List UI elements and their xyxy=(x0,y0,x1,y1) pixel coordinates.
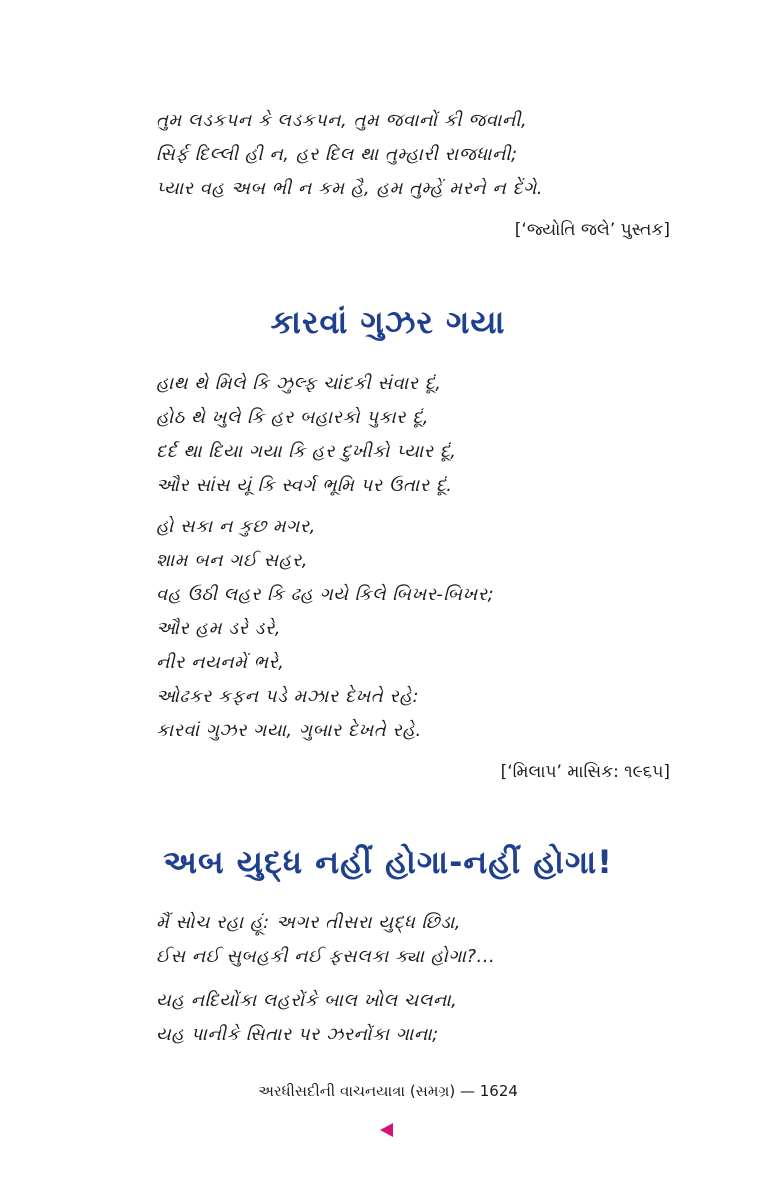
poem2-title: કારવાં ગુઝર ગયા xyxy=(270,303,506,341)
poem-line: કારવાં ગુઝર ગયા, ગુબાર દેખતે રહે. xyxy=(156,720,422,741)
poem-line: હોઠ થે ખુલે કિ હર બહારકો પુકાર દૂં, xyxy=(156,407,429,428)
poem-line: યહ પાનીકે સિતાર પર ઝરનોંકા ગાના; xyxy=(156,1024,439,1045)
poem1-stanza xyxy=(156,104,696,206)
poem3-title: અબ યુદ્ધ નહીં હોગા-નહીં હોગા! xyxy=(163,843,613,881)
poem-line: દર્દ થા દિયા ગયા કિ હર દુખીકો પ્યાર દૂં, xyxy=(156,441,457,462)
poem2-stanza-1 xyxy=(156,367,696,503)
poem1-source: [‘જ્યોતિ જલે’ પુસ્તક] xyxy=(514,220,670,240)
poem-line: ઔર સાંસ યૂં કિ સ્વર્ગ ભૂમિ પર ઉતાર દૂં. xyxy=(156,475,453,496)
poem-line: પ્યાર વહ અબ ભી ન કમ હૈ, હમ તુમ્હેં મરને ન દેંગે. xyxy=(156,178,543,199)
poem-line: નીર નયનમેં ભરે, xyxy=(156,652,285,673)
poem3-stanza-1 xyxy=(156,906,696,974)
poem-line: હાથ થે મિલે કિ ઝુલ્ફ ચાંદકી સંવાર દૂં, xyxy=(156,373,442,394)
page-footer: અરધીસદીની વાચનયાત્રા (સમગ્ર) — 1624 xyxy=(258,1082,518,1100)
poem-line: વહ ઉઠી લહર કિ ઢહ ગયે કિલે બિખર-બિખર; xyxy=(156,584,495,605)
poem-line: યહ નદિયોંકા લહરોંકે બાલ ખોલ ચલના, xyxy=(156,990,458,1011)
poem3-stanza-2 xyxy=(156,984,696,1052)
poem-line: તુમ લડકપન કે લડકપન, તુમ જવાનોં કી જવાની, xyxy=(156,110,528,131)
poem-line: ઈસ નઈ સુબહકી નઈ ફસલકા ક્યા હોગા?... xyxy=(156,946,496,967)
poem-line: ઔર હમ ડરે ડરે, xyxy=(156,618,281,639)
poem-line: શામ બન ગઈ સહર, xyxy=(156,550,308,571)
poem-line: ઓઢકર કફન પડે મઝાર દેખતે રહે: xyxy=(156,686,420,707)
poem-line: હો સકા ન કુછ મગર, xyxy=(156,516,316,537)
poem2-stanza-2 xyxy=(156,510,696,748)
poem-line: મૈં સોચ રહા હૂં: અગર તીસરા યુદ્ધ છિડા, xyxy=(156,912,462,933)
triangle-left-icon[interactable] xyxy=(380,1123,393,1137)
poem2-source: [‘મિલાપ’ માસિક: ૧૯૬૫] xyxy=(500,762,670,782)
poem-line: સિર્ફ દિલ્લી હી ન, હર દિલ થા તુમ્હારી રાજધાની; xyxy=(156,144,518,165)
